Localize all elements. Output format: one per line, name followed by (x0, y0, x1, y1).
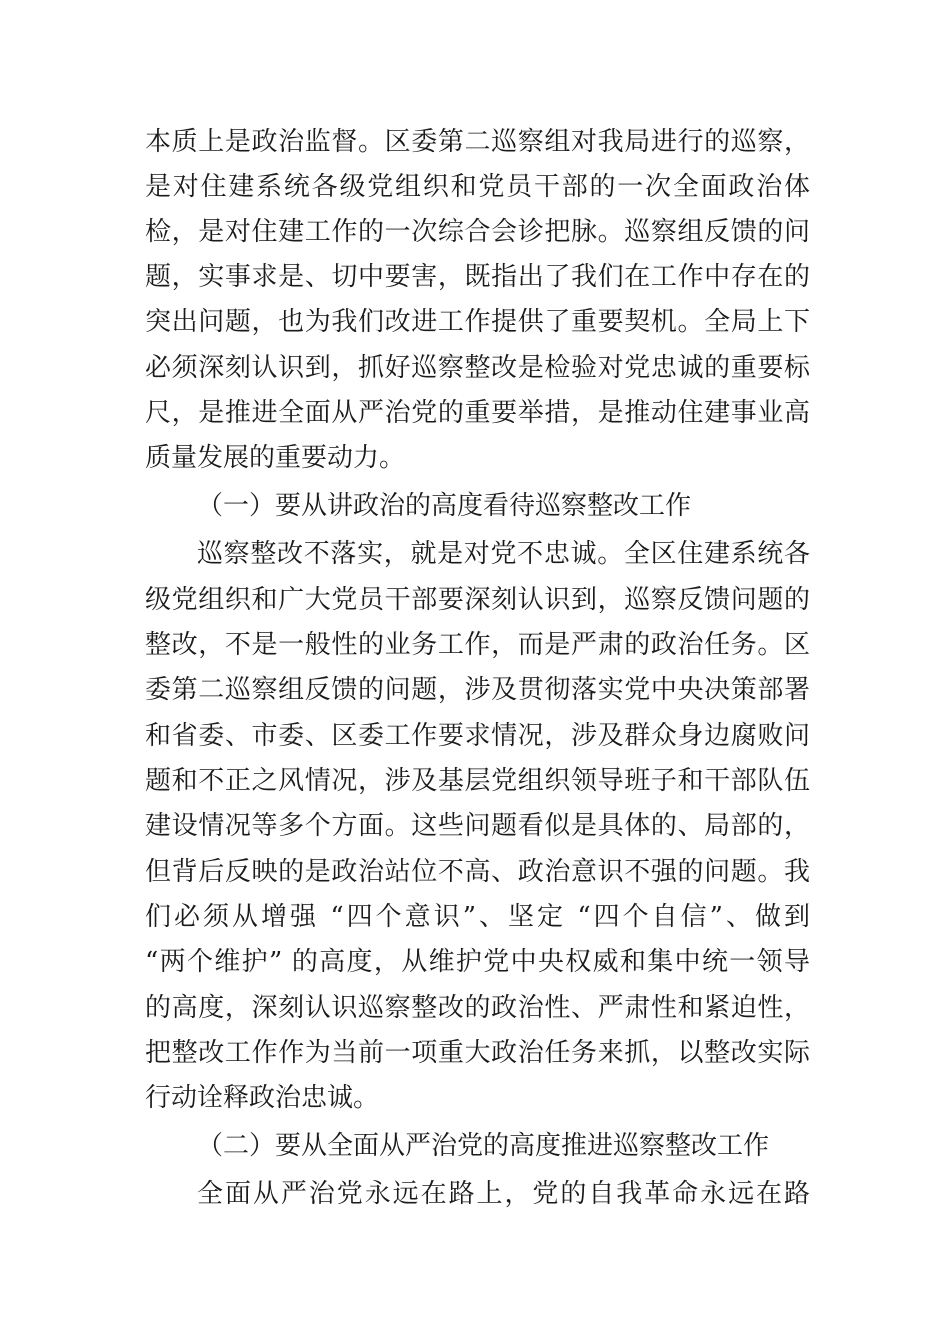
body-text-line: 本质上是政治监督。区委第二巡察组对我局进行的巡察， (145, 127, 810, 157)
body-text-line: 们必须从增强 “四个意识”、坚定 “四个自信”、做到 (145, 902, 810, 932)
body-text-line: 突出问题，也为我们改进工作提供了重要契机。全局上下 (145, 307, 810, 337)
body-text-line: 全面从严治党永远在路上，党的自我革命永远在路 (197, 1179, 810, 1209)
body-text-line: 题和不正之风情况，涉及基层党组织领导班子和干部队伍 (145, 766, 810, 796)
body-text-line: 把整改工作作为当前一项重大政治任务来抓，以整改实际 (145, 1038, 810, 1068)
body-text-line: 质量发展的重要动力。 (145, 443, 406, 473)
body-text-line: 尺，是推进全面从严治党的重要举措，是推动住建事业高 (145, 398, 810, 428)
section-heading: （一）要从讲政治的高度看待巡察整改工作 (197, 491, 692, 521)
body-text-line: 整改，不是一般性的业务工作，而是严肃的政治任务。区 (145, 630, 810, 660)
body-text-line: 巡察整改不落实，就是对党不忠诚。全区住建系统各 (197, 539, 810, 569)
body-text-line: 委第二巡察组反馈的问题，涉及贯彻落实党中央决策部署 (145, 675, 810, 705)
body-text-line: 和省委、市委、区委工作要求情况，涉及群众身边腐败问 (145, 721, 810, 751)
body-text-line: 但背后反映的是政治站位不高、政治意识不强的问题。我 (145, 857, 810, 887)
body-text-line: 行动诠释政治忠诚。 (145, 1083, 380, 1113)
body-text-line: 必须深刻认识到，抓好巡察整改是检验对党忠诚的重要标 (145, 353, 810, 383)
body-text-line: 检，是对住建工作的一次综合会诊把脉。巡察组反馈的问 (145, 217, 810, 247)
body-text-line: 级党组织和广大党员干部要深刻认识到，巡察反馈问题的 (145, 585, 810, 615)
section-heading: （二）要从全面从严治党的高度推进巡察整改工作 (197, 1131, 770, 1161)
body-text-line: “两个维护” 的高度，从维护党中央权威和集中统一领导 (145, 947, 810, 977)
body-text-line: 的高度，深刻认识巡察整改的政治性、严肃性和紧迫性， (145, 993, 810, 1023)
body-text-line: 建设情况等多个方面。这些问题看似是具体的、局部的， (145, 811, 810, 841)
body-text-line: 题，实事求是、切中要害，既指出了我们在工作中存在的 (145, 262, 810, 292)
body-text-line: 是对住建系统各级党组织和党员干部的一次全面政治体 (145, 172, 810, 202)
